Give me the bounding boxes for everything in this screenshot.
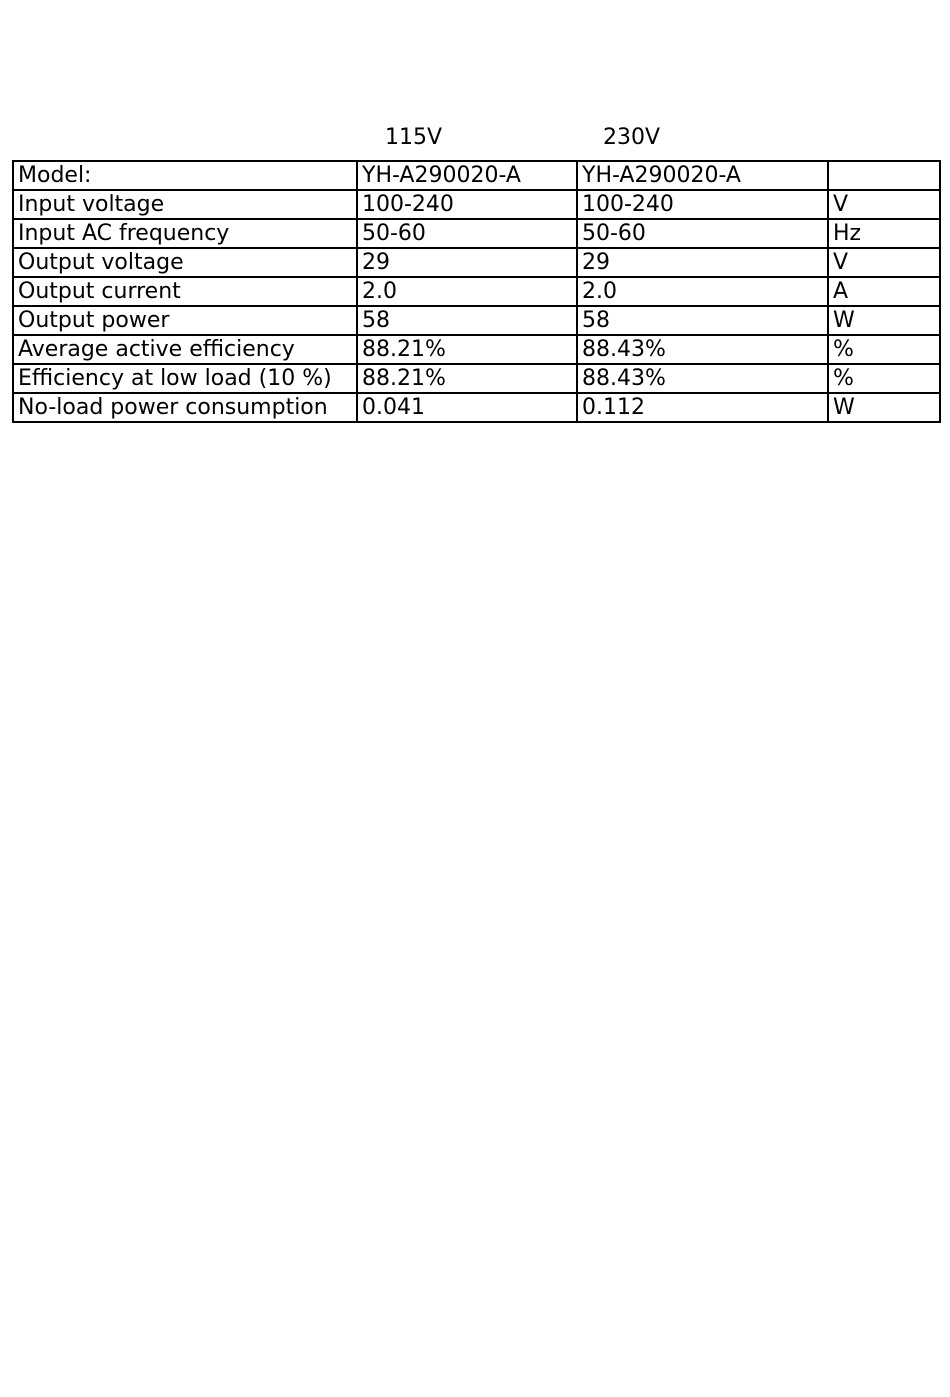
row-label: Output power	[13, 306, 357, 335]
value-115v: 58	[357, 306, 577, 335]
unit: W	[828, 393, 940, 422]
value-230v: YH-A290020-A	[577, 161, 828, 190]
value-115v: 88.21%	[357, 364, 577, 393]
unit: W	[828, 306, 940, 335]
table-row-efficiency-low-load	[13, 364, 940, 393]
column-header-115v: 115V	[385, 125, 443, 150]
value-230v: 50-60	[577, 219, 828, 248]
specification-table	[12, 160, 941, 423]
row-label: No-load power consumption	[13, 393, 357, 422]
column-header-230v: 230V	[603, 125, 661, 150]
value-230v: 29	[577, 248, 828, 277]
row-label: Input AC frequency	[13, 219, 357, 248]
table-row-average-active-efficiency	[13, 335, 940, 364]
value-115v: YH-A290020-A	[357, 161, 577, 190]
value-230v: 2.0	[577, 277, 828, 306]
row-label: Model:	[13, 161, 357, 190]
value-115v: 88.21%	[357, 335, 577, 364]
unit: %	[828, 335, 940, 364]
table-row-input-voltage	[13, 190, 940, 219]
value-115v: 50-60	[357, 219, 577, 248]
table-row-no-load-power	[13, 393, 940, 422]
table-row-input-ac-frequency	[13, 219, 940, 248]
table-row-output-current	[13, 277, 940, 306]
row-label: Input voltage	[13, 190, 357, 219]
table-row-output-voltage	[13, 248, 940, 277]
value-230v: 88.43%	[577, 335, 828, 364]
value-230v: 0.112	[577, 393, 828, 422]
unit: A	[828, 277, 940, 306]
row-label: Average active efficiency	[13, 335, 357, 364]
value-115v: 0.041	[357, 393, 577, 422]
value-115v: 29	[357, 248, 577, 277]
table-row-model	[13, 161, 940, 190]
column-headers	[0, 124, 950, 154]
row-label: Efficiency at low load (10 %)	[13, 364, 357, 393]
value-230v: 58	[577, 306, 828, 335]
value-230v: 88.43%	[577, 364, 828, 393]
value-115v: 2.0	[357, 277, 577, 306]
unit: %	[828, 364, 940, 393]
unit: V	[828, 190, 940, 219]
table-row-output-power	[13, 306, 940, 335]
row-label: Output current	[13, 277, 357, 306]
value-230v: 100-240	[577, 190, 828, 219]
unit: V	[828, 248, 940, 277]
row-label: Output voltage	[13, 248, 357, 277]
unit: Hz	[828, 219, 940, 248]
unit	[828, 161, 940, 190]
value-115v: 100-240	[357, 190, 577, 219]
